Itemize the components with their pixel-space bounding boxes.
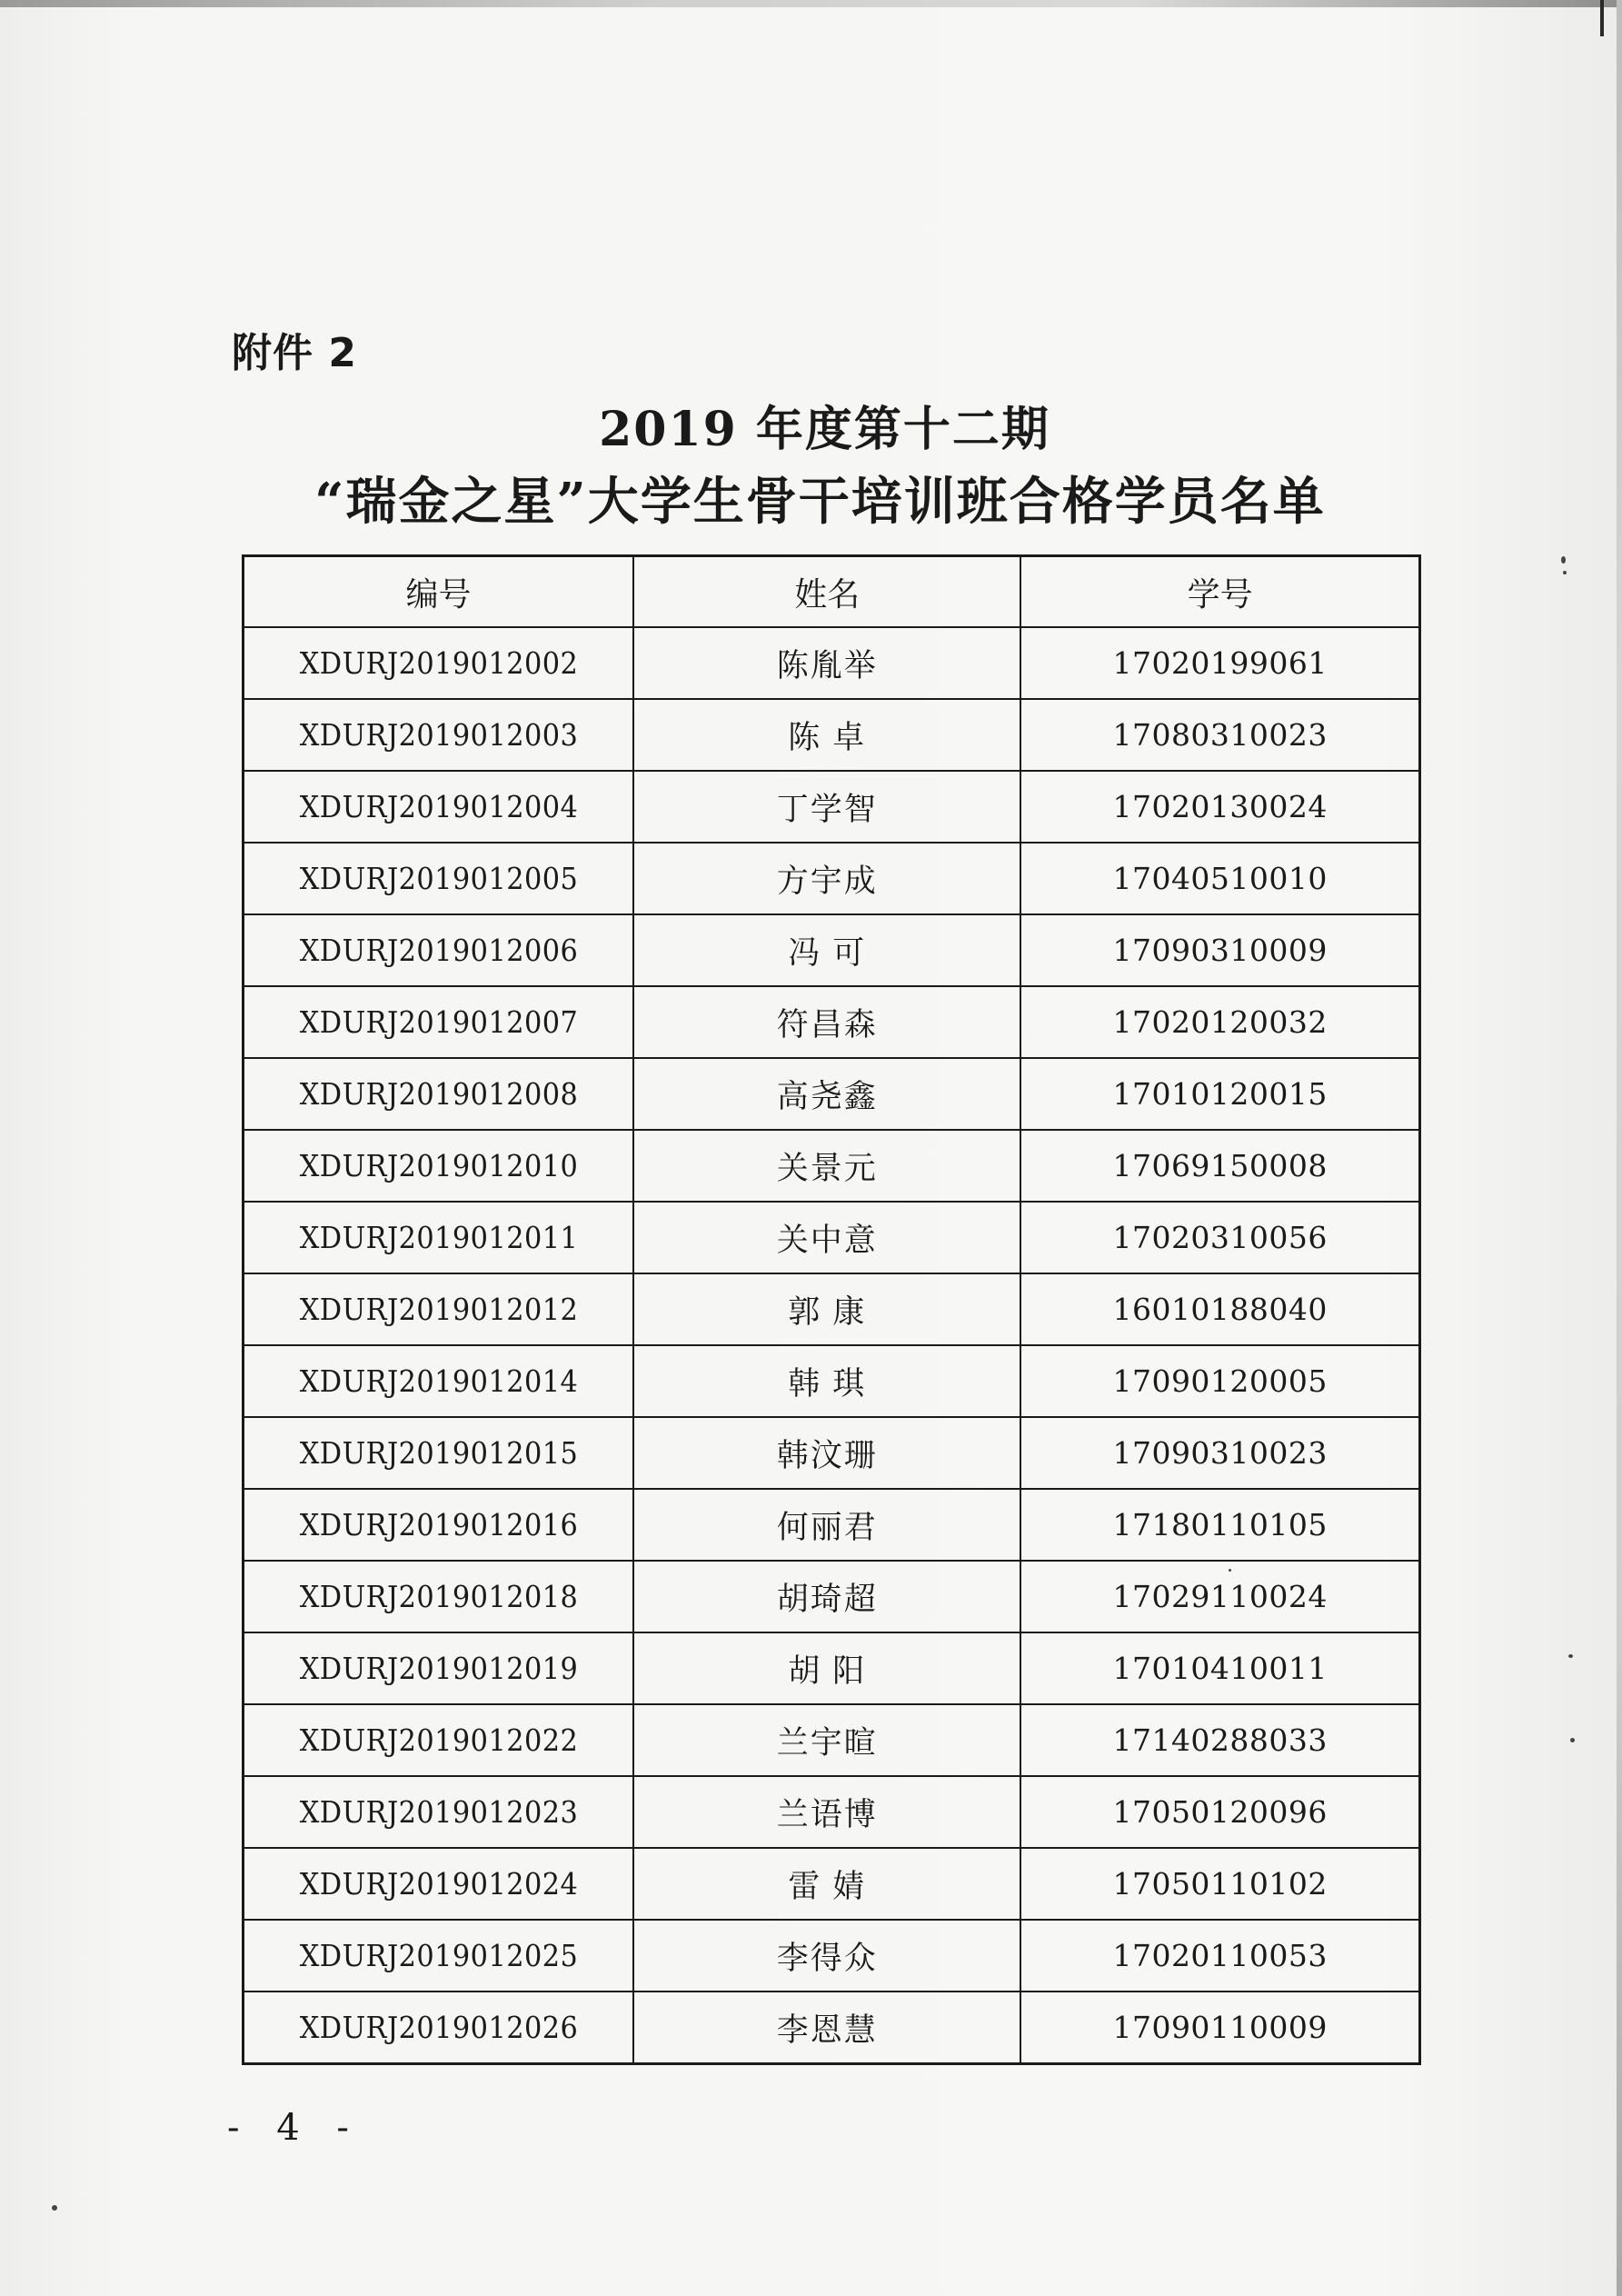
table-row — [244, 1489, 1420, 1561]
cell-name: 韩汶珊 — [633, 1417, 1020, 1489]
table-row — [244, 1992, 1420, 2064]
table-row — [244, 843, 1420, 914]
cell-name: 关中意 — [633, 1202, 1020, 1273]
cell-name: 郭 康 — [633, 1273, 1020, 1345]
cell-student-number: 17069150008 — [1020, 1130, 1419, 1202]
table-row — [244, 914, 1420, 986]
scan-speck — [1229, 1569, 1231, 1572]
cell-serial-number: XDURJ2019012007 — [259, 986, 618, 1058]
cell-student-number: 17040510010 — [1020, 843, 1419, 914]
cell-student-number: 17090310009 — [1020, 914, 1419, 986]
cell-serial-number: XDURJ2019012010 — [259, 1130, 618, 1202]
table-row — [244, 1202, 1420, 1273]
table-row — [244, 1561, 1420, 1632]
cell-serial-number: XDURJ2019012023 — [259, 1776, 618, 1848]
cell-serial-number: XDURJ2019012011 — [259, 1202, 618, 1273]
scan-right-edge — [1617, 0, 1622, 2296]
cell-serial-number: XDURJ2019012018 — [259, 1561, 618, 1632]
cell-student-number: 17020199061 — [1020, 627, 1419, 699]
scan-speck — [1563, 571, 1567, 574]
cell-serial-number: XDURJ2019012025 — [259, 1920, 618, 1992]
cell-serial-number: XDURJ2019012002 — [259, 627, 618, 699]
cell-student-number: 16010188040 — [1020, 1273, 1419, 1345]
scan-speck — [1570, 1738, 1575, 1742]
cell-student-number: 17090120005 — [1020, 1345, 1419, 1417]
scan-speck — [1561, 556, 1566, 564]
cell-name: 李恩慧 — [633, 1992, 1020, 2064]
cell-student-number: 17010120015 — [1020, 1058, 1419, 1130]
cell-name: 韩 琪 — [633, 1345, 1020, 1417]
cell-serial-number: XDURJ2019012005 — [259, 843, 618, 914]
cell-name: 胡琦超 — [633, 1561, 1020, 1632]
cell-name: 李得众 — [633, 1920, 1020, 1992]
cell-name: 兰宇暄 — [633, 1704, 1020, 1776]
table-row — [244, 1417, 1420, 1489]
cell-student-number: 17080310023 — [1020, 699, 1419, 771]
cell-serial-number: XDURJ2019012019 — [259, 1632, 618, 1704]
cell-serial-number: XDURJ2019012024 — [259, 1848, 618, 1920]
table-row — [244, 986, 1420, 1058]
table-row — [244, 1273, 1420, 1345]
cell-student-number: 17020110053 — [1020, 1920, 1419, 1992]
cell-student-number: 17090310023 — [1020, 1417, 1419, 1489]
table-row — [244, 771, 1420, 843]
table-header-row — [244, 556, 1420, 628]
cell-student-number: 17050110102 — [1020, 1848, 1419, 1920]
table-row — [244, 1632, 1420, 1704]
scan-speck — [1568, 1654, 1573, 1658]
cell-name: 胡 阳 — [633, 1632, 1020, 1704]
cell-serial-number: XDURJ2019012015 — [259, 1417, 618, 1489]
cell-serial-number: XDURJ2019012004 — [259, 771, 618, 843]
table-body — [244, 627, 1420, 2064]
cell-student-number: 17180110105 — [1020, 1489, 1419, 1561]
cell-student-number: 17020120032 — [1020, 986, 1419, 1058]
header-name: 姓名 — [633, 556, 1020, 628]
cell-name: 冯 可 — [633, 914, 1020, 986]
cell-student-number: 17020310056 — [1020, 1202, 1419, 1273]
table-row — [244, 1345, 1420, 1417]
cell-student-number: 17020130024 — [1020, 771, 1419, 843]
cell-student-number: 17029110024 — [1020, 1561, 1419, 1632]
table-row — [244, 1130, 1420, 1202]
cell-name: 高尧鑫 — [633, 1058, 1020, 1130]
document-title-line2: “瑞金之星”大学生骨干培训班合格学员名单 — [314, 472, 1326, 532]
cell-name: 陈胤举 — [633, 627, 1020, 699]
table-row — [244, 1704, 1420, 1776]
cell-name: 雷 婧 — [633, 1848, 1020, 1920]
scan-speck — [52, 2205, 57, 2211]
table-row — [244, 627, 1420, 699]
table-row — [244, 1776, 1420, 1848]
qualified-trainee-table — [242, 554, 1421, 2065]
cell-name: 丁学智 — [633, 771, 1020, 843]
attachment-label: 附件 2 — [232, 330, 357, 376]
cell-student-number: 17090110009 — [1020, 1992, 1419, 2064]
cell-name: 关景元 — [633, 1130, 1020, 1202]
cell-serial-number: XDURJ2019012003 — [259, 699, 618, 771]
cell-serial-number: XDURJ2019012016 — [259, 1489, 618, 1561]
scan-top-edge — [0, 0, 1622, 7]
cell-student-number: 17010410011 — [1020, 1632, 1419, 1704]
page-number: - 4 - — [227, 2107, 362, 2149]
cell-name: 符昌森 — [633, 986, 1020, 1058]
cell-name: 陈 卓 — [633, 699, 1020, 771]
cell-serial-number: XDURJ2019012012 — [259, 1273, 618, 1345]
header-student-number: 学号 — [1020, 556, 1419, 628]
cell-serial-number: XDURJ2019012026 — [259, 1992, 618, 2064]
cell-serial-number: XDURJ2019012014 — [259, 1345, 618, 1417]
cell-serial-number: XDURJ2019012008 — [259, 1058, 618, 1130]
cell-name: 兰语博 — [633, 1776, 1020, 1848]
cell-name: 何丽君 — [633, 1489, 1020, 1561]
cell-serial-number: XDURJ2019012006 — [259, 914, 618, 986]
table-row — [244, 699, 1420, 771]
scan-binding-mark — [1600, 0, 1604, 36]
table-row — [244, 1848, 1420, 1920]
cell-student-number: 17050120096 — [1020, 1776, 1419, 1848]
table-row — [244, 1058, 1420, 1130]
document-title-line1: 2019 年度第十二期 — [599, 402, 1050, 457]
cell-name: 方宇成 — [633, 843, 1020, 914]
cell-serial-number: XDURJ2019012022 — [259, 1704, 618, 1776]
header-serial-number: 编号 — [244, 556, 634, 628]
table-row — [244, 1920, 1420, 1992]
cell-student-number: 17140288033 — [1020, 1704, 1419, 1776]
